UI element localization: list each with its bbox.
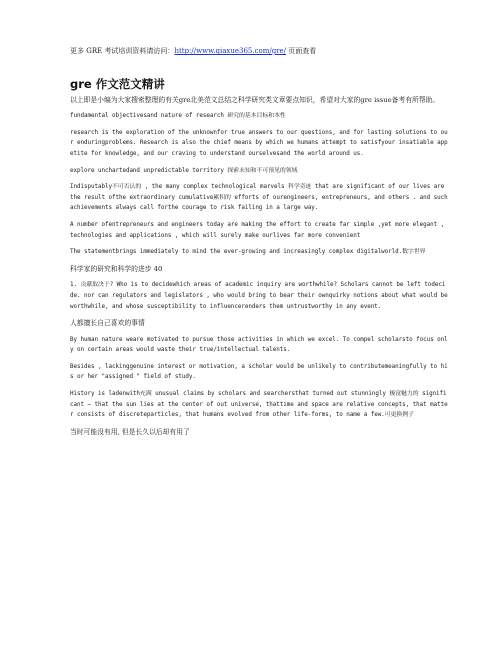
paragraph-5: A number ofentrepreneurs and engineers today are making the effort to create far simple ,yet more elegant , technologies and applications , which will surely make ourlives far more convenient [70, 221, 445, 239]
paragraph-4: Indisputably不可否认的 , the many complex technological marvels 科学奇迹 that are significant of our lives are the result ofthe extraordinary cumulative累积的 efforts of ourengineers, entrepreneurs, and others . and such achievements always call forthe courage to risk failing in a large way. [70, 184, 448, 212]
section-heading-research: 科学家的研究和科学的进步 40 [70, 264, 163, 273]
paragraph-8: 1. 贡献取决于? Who is to decidewhich areas of academic inquiry are worthwhile? Scholars cannot be left todecide. nor can regulators and legislators , who would bring to bear their ownquirky notions about what would be worthwhile, and whose susceptibility to influencerenders them untrustworthy in any event. [70, 282, 448, 310]
section-heading-talent: 人都擅长自己喜欢的事情 [70, 319, 145, 328]
paragraph-11: Besides , lackinggenuine interest or motivation, a scholar would be unlikely to contributemeaningfully to his or her "assigned " field of study. [70, 363, 448, 381]
document-title: gre 作文范文精讲 [70, 76, 165, 91]
intro-paragraph: 以上即是小编为大家搜索整理的有关gre北美范文总结之科学研究类文章要点知识，希望对大家的gre issue备考有所帮助。 [70, 95, 440, 104]
paragraph-1: fundamental objectivesand nature of research 研究的基本目标和本性 [70, 113, 286, 120]
promo-header [70, 46, 448, 57]
paragraph-3: explore unchartedand unpredictable territory 探索未知和不可预见的领域 [70, 167, 298, 174]
promo-suffix: 页面查看 [286, 47, 317, 55]
paragraph-6: The statementbrings immediately to mind the ever-growing and increasingly complex digitalworld.数字世界 [70, 249, 426, 256]
promo-link[interactable]: http://www.qiaxue365.com/gre/ [174, 47, 287, 55]
promo-prefix: 更多 GRE 考试培训资料请访问： [70, 47, 175, 55]
document-page [70, 46, 448, 443]
closing-line: 当时可能没有用, 但是长久以后却有用了 [70, 427, 190, 436]
paragraph-2: research is the exploration of the unknownfor true answers to our questions, and for lasting solutions to our enduringproblems. Research is also the chief means by which we humans attempt to satisfyour insatiable appetite for knowledge, and our craving to understand ourselvesand the world around us. [70, 129, 448, 157]
paragraph-12: History is ladenwith充满 unusual claims by scholars and searchersthat turned out stunningly 极富魅力的 significant — that the sun lies at the center of out universe, thattime and space are relative concepts, that matter consists of discreteparticles, that humans evolved from other life-forms, to name a few.可更换例子 [70, 391, 448, 419]
paragraph-10: By human nature weare motivated to pursue those activities in which we excel. To compel scholarsto focus only on certain areas would waste their true/intellectual talents. [70, 336, 448, 354]
